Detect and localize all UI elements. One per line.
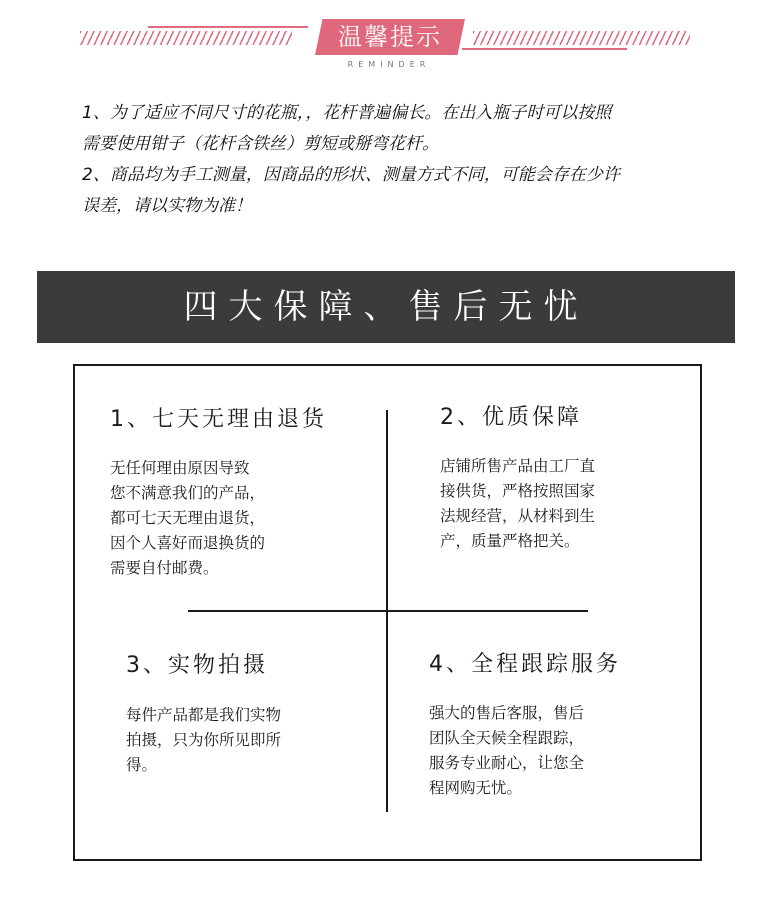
guarantee-item-line: 服务专业耐心，让您全 [429,754,585,772]
guarantee-item-line: 团队全天候全程跟踪， [429,729,585,747]
notes-block [82,98,722,222]
guarantee-item-line: 都可七天无理由退货， [110,509,266,527]
guarantee-item-line: 每件产品都是我们实物 [126,706,282,724]
header-hatch-left [80,31,292,45]
guarantee-item-body [126,703,281,778]
guarantee-item-line: 拍摄，只为你所见即所 [126,731,282,749]
guarantee-item-body [110,456,265,581]
guarantee-item-title: 3、实物拍摄 [126,653,268,678]
guarantee-item-line: 因个人喜好而退换货的 [110,534,266,552]
header-hatch-right [473,31,690,45]
note-line: 2、商品均为手工测量，因商品的形状、测量方式不同，可能会存在少许 [82,165,620,185]
guarantee-item-body [440,454,595,554]
guarantee-item-line: 得。 [126,756,158,774]
guarantee-item-body [429,701,584,801]
note-line: 需要使用钳子（花杆含铁丝）剪短或掰弯花杆。 [82,134,439,154]
guarantee-title: 四大保障、售后无忧 [183,287,589,327]
guarantee-item-line: 您不满意我们的产品， [110,484,266,502]
guarantee-item-title: 2、优质保障 [440,405,582,430]
guarantee-item-line: 强大的售后客服，售后 [429,704,585,722]
guarantee-item-line: 需要自付邮费。 [110,559,219,577]
guarantee-item-title: 4、全程跟踪服务 [429,652,621,677]
guarantee-item-line: 无任何理由原因导致 [110,459,250,477]
guarantee-item-title: 1、七天无理由退货 [110,407,327,432]
divider-horizontal [188,610,588,612]
header-line-left [148,26,308,28]
note-line: 1、为了适应不同尺寸的花瓶，，花杆普遍偏长。在出入瓶子时可以按照 [82,103,612,123]
header-line-right [462,48,627,50]
guarantee-item-line: 接供货，严格按照国家 [440,482,596,500]
note-line: 误差，请以实物为准！ [82,196,252,216]
guarantee-item-line: 产，质量严格把关。 [440,532,580,550]
guarantee-item-line: 程网购无忧。 [429,779,523,797]
guarantee-item-line: 店铺所售产品由工厂直 [440,457,596,475]
guarantee-item-line: 法规经营，从材料到生 [440,507,596,525]
header-subtitle: REMINDER [347,60,431,69]
header-title: 温馨提示 [338,23,442,51]
